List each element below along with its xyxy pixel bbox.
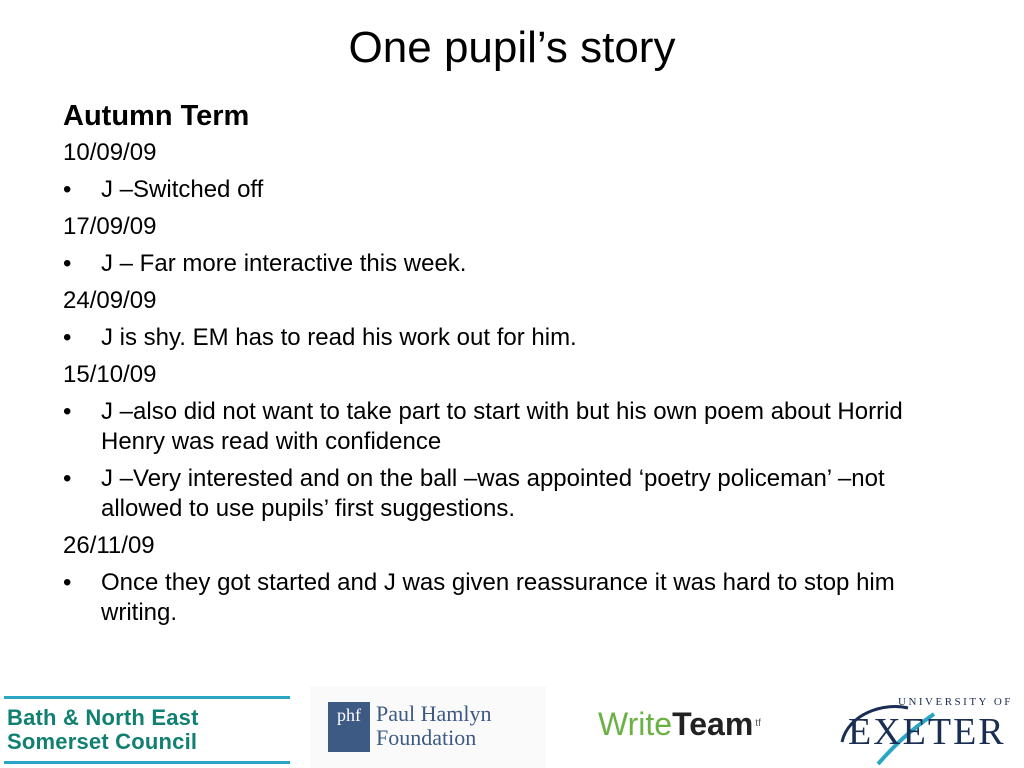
section-heading: Autumn Term bbox=[63, 100, 250, 132]
entry-date: 17/09/09 bbox=[63, 213, 157, 240]
phf-name-line-2: Foundation bbox=[376, 725, 477, 750]
entry bbox=[63, 360, 963, 524]
bullet-marker: • bbox=[63, 398, 72, 425]
entry bbox=[63, 138, 963, 205]
writeteam-logo bbox=[598, 704, 761, 744]
writeteam-mark: tf bbox=[755, 718, 761, 729]
bullet-text: J is shy. EM has to read his work out for him. bbox=[101, 324, 577, 351]
entry bbox=[63, 212, 963, 279]
phf-name bbox=[376, 702, 492, 750]
bullet-marker: • bbox=[63, 176, 72, 203]
entry-bullets bbox=[63, 175, 963, 205]
bullet-marker: • bbox=[63, 465, 72, 492]
bullet-marker: • bbox=[63, 250, 72, 277]
bnes-council-logo bbox=[4, 696, 290, 764]
exeter-name: EXETER bbox=[848, 711, 1006, 753]
slide-title: One pupil’s story bbox=[348, 23, 676, 72]
bullet-item bbox=[63, 175, 963, 205]
entry-date: 10/09/09 bbox=[63, 139, 157, 166]
bullet-item bbox=[63, 397, 963, 457]
entry-date: 15/10/09 bbox=[63, 361, 157, 388]
bullet-marker: • bbox=[63, 324, 72, 351]
entry-bullets bbox=[63, 323, 963, 353]
bullet-item bbox=[63, 568, 963, 628]
slide-body bbox=[63, 98, 963, 635]
entry-bullets bbox=[63, 249, 963, 279]
entry bbox=[63, 286, 963, 353]
exeter-univ-of: UNIVERSITY OF bbox=[898, 696, 1013, 708]
bullet-marker: • bbox=[63, 569, 72, 596]
phf-name-line-1: Paul Hamlyn bbox=[376, 701, 492, 726]
bnes-logo-line-2: Somerset Council bbox=[7, 729, 198, 754]
writeteam-team: Team bbox=[672, 706, 754, 742]
logo-strip bbox=[0, 686, 1024, 768]
bullet-text: J –also did not want to take part to start with but his own poem about Horrid Henry was read with confidence bbox=[101, 398, 903, 455]
entry-date: 24/09/09 bbox=[63, 287, 157, 314]
bullet-text: J – Far more interactive this week. bbox=[101, 250, 467, 277]
bnes-logo-line-1: Bath & North East bbox=[7, 705, 199, 730]
bullet-text: J –Very interested and on the ball –was appointed ‘poetry policeman’ –not allowed to use pupils’ first suggestions. bbox=[101, 465, 885, 522]
bullet-text: Once they got started and J was given reassurance it was hard to stop him writing. bbox=[101, 569, 895, 626]
entry-bullets bbox=[63, 397, 963, 524]
entry bbox=[63, 531, 963, 628]
phf-mark: phf bbox=[328, 702, 370, 752]
bullet-item bbox=[63, 249, 963, 279]
university-of-exeter-logo bbox=[838, 696, 1018, 766]
bullet-item bbox=[63, 323, 963, 353]
bullet-text: J –Switched off bbox=[101, 176, 264, 203]
bullet-item bbox=[63, 464, 963, 524]
writeteam-write: Write bbox=[598, 706, 673, 742]
entry-date: 26/11/09 bbox=[63, 532, 155, 559]
entry-bullets bbox=[63, 568, 963, 628]
paul-hamlyn-foundation-logo bbox=[310, 686, 546, 768]
